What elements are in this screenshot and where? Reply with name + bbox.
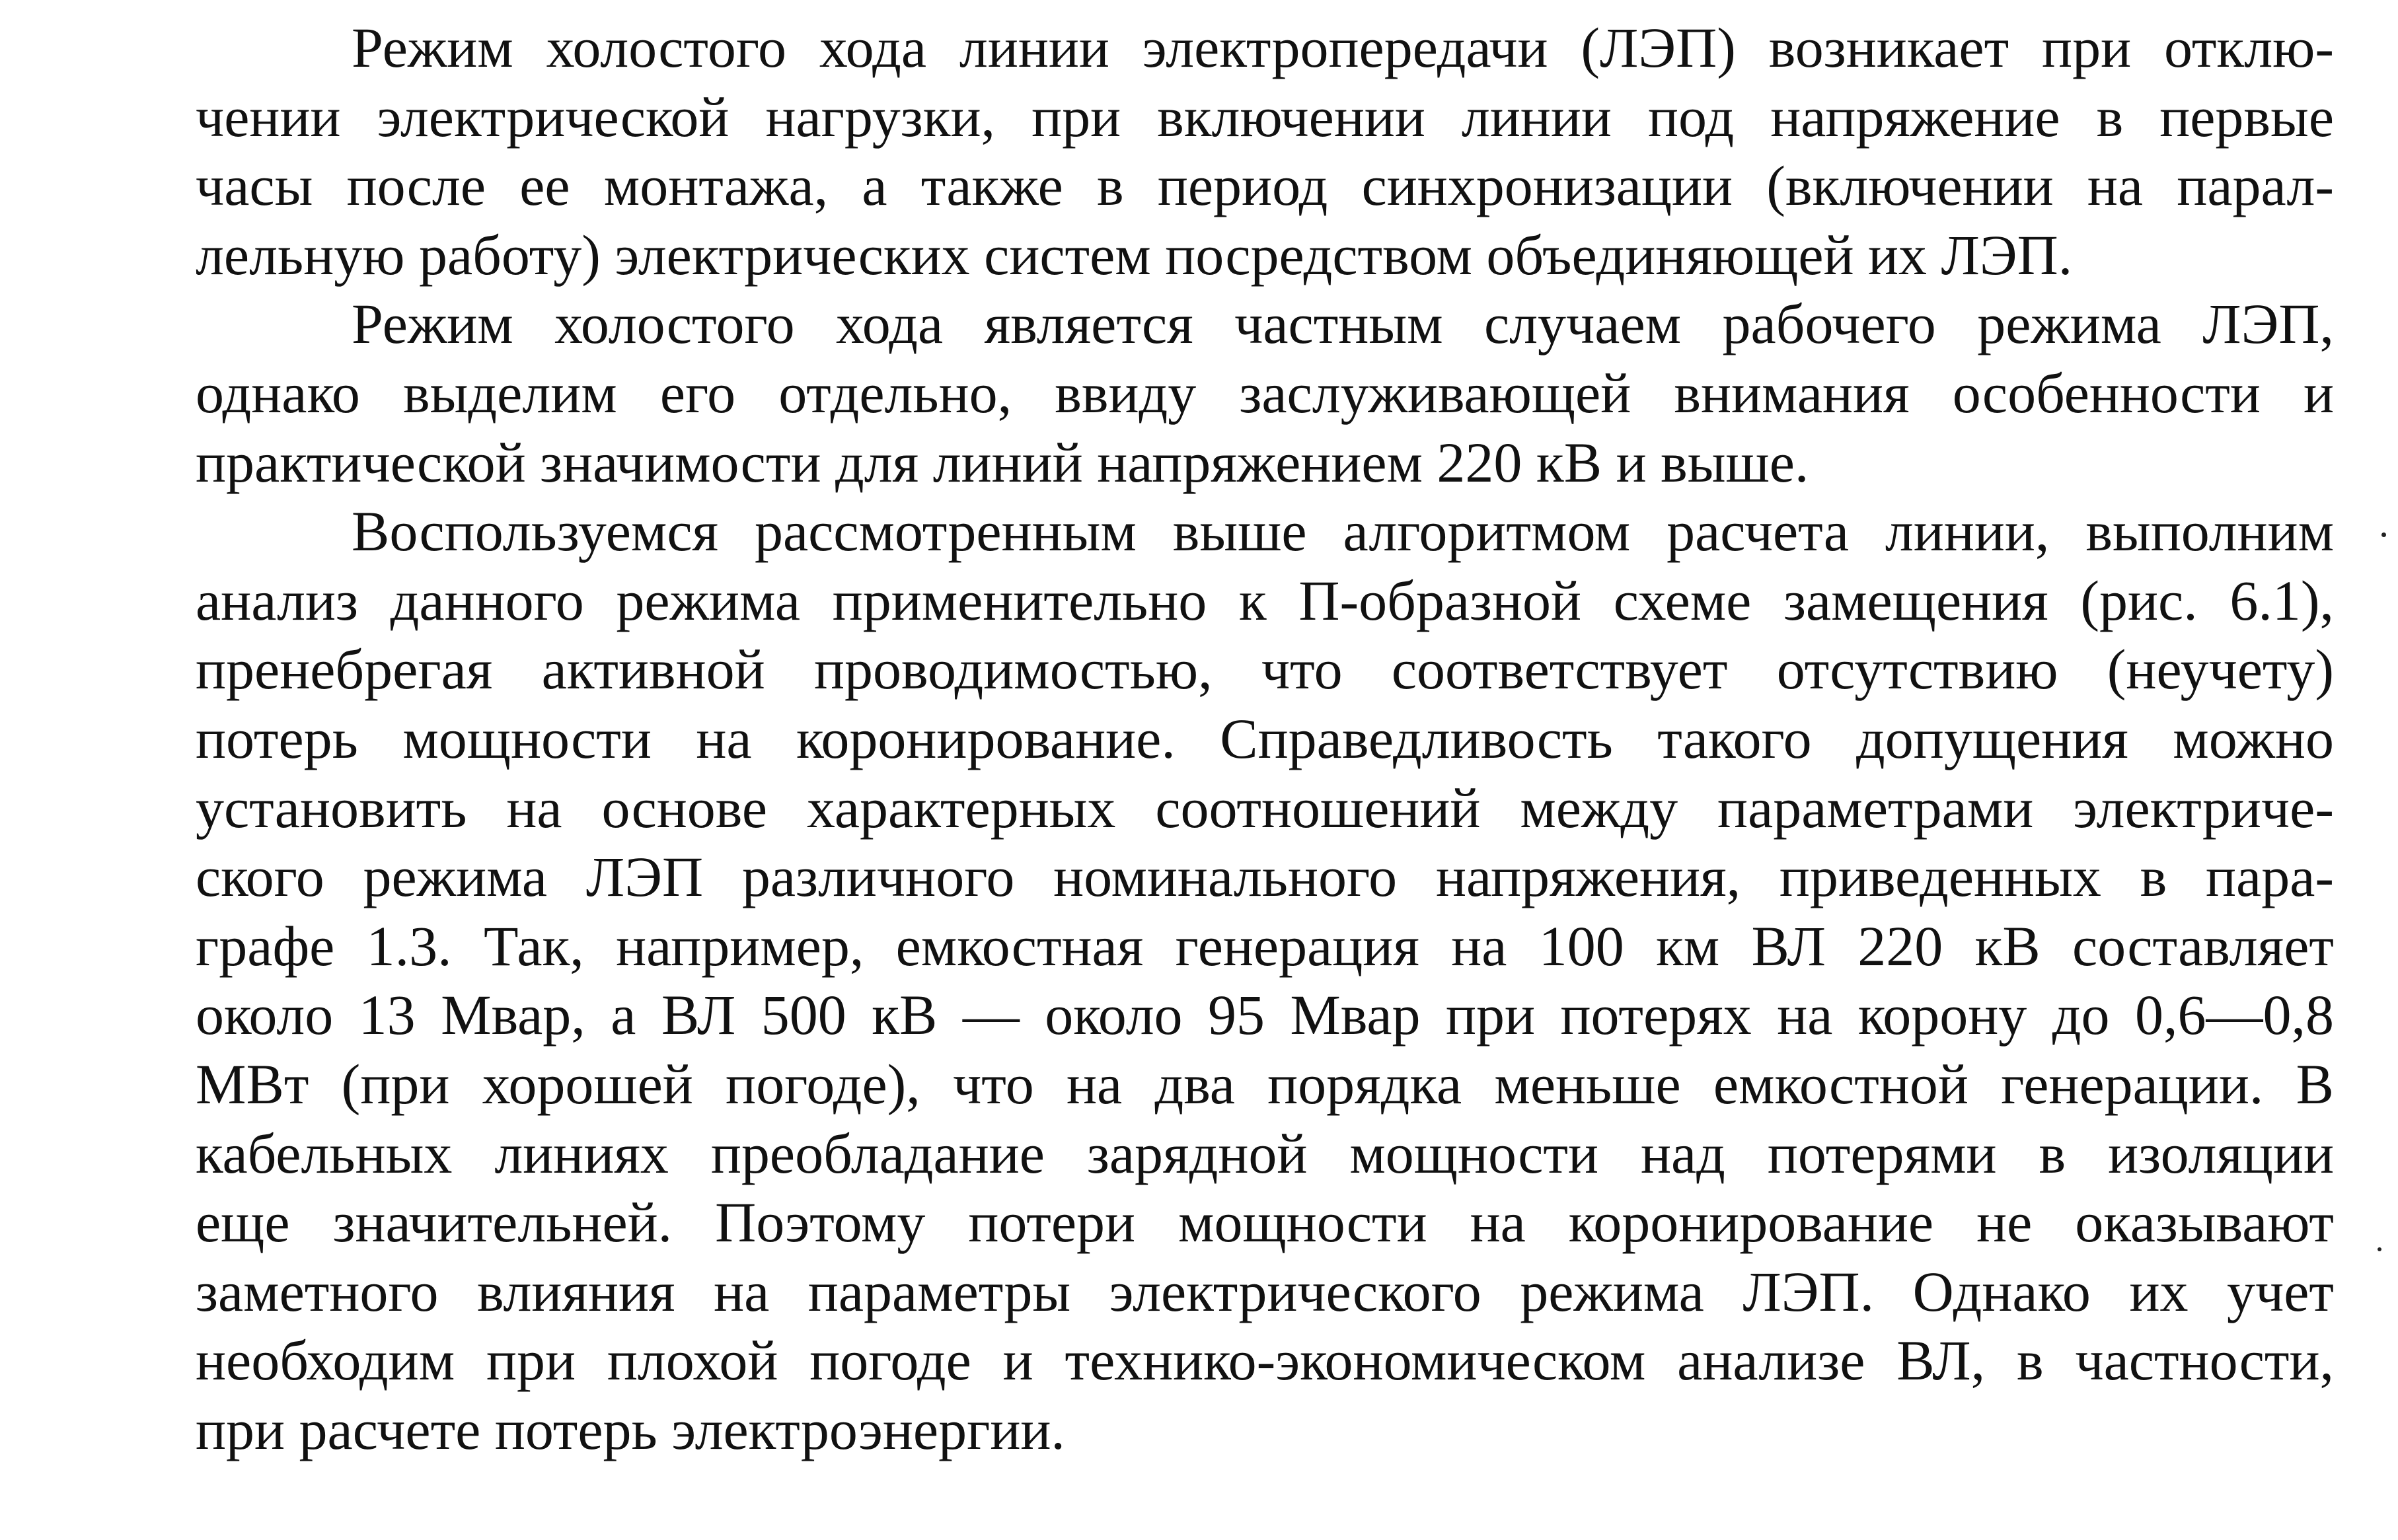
document-page — [196, 13, 2334, 1464]
text-line: однако выделим его отдельно, ввиду заслуживающей внимания особенности и — [196, 361, 2334, 425]
text-line: практической значимости для линий напряжением 220 кВ и выше. — [196, 430, 1809, 494]
text-line: еще значительней. Поэтому потери мощности на коронирование не оказывают — [196, 1191, 2334, 1255]
text-line: ского режима ЛЭП различного номинального напряжения, приведенных в пара- — [196, 845, 2334, 909]
text-line: необходим при плохой погоде и технико-экономическом анализе ВЛ, в частности, — [196, 1329, 2334, 1393]
text-line: пренебрегая активной проводимостью, что соответствует отсутствию (неучету) — [196, 638, 2334, 702]
text-line: около 13 Мвар, а ВЛ 500 кВ — около 95 Мвар при потерях на корону до 0,6—0,8 — [196, 983, 2334, 1047]
text-line: Режим холостого хода линии электропередачи (ЛЭП) возникает при отклю- — [352, 16, 2334, 79]
text-line: чении электрической нагрузки, при включении линии под напряжение в первые — [196, 85, 2334, 149]
text-line: потерь мощности на коронирование. Справедливость такого допущения можно — [196, 706, 2334, 770]
text-line: установить на основе характерных соотношений между параметрами электриче- — [196, 776, 2334, 840]
text-line: МВт (при хорошей погоде), что на два порядка меньше емкостной генерации. В — [196, 1052, 2334, 1116]
paragraph-3 — [196, 497, 2334, 1464]
scan-speck — [2381, 532, 2386, 537]
paragraph-2 — [196, 289, 2334, 497]
text-line: Режим холостого хода является частным случаем рабочего режима ЛЭП, — [352, 292, 2334, 356]
paragraph-1 — [196, 13, 2334, 289]
text-line: графе 1.3. Так, например, емкостная генерация на 100 км ВЛ 220 кВ составляет — [196, 914, 2334, 978]
scan-speck — [2378, 1247, 2381, 1251]
text-line: анализ данного режима применительно к П-образной схеме замещения (рис. 6.1), — [196, 568, 2334, 632]
text-line: при расчете потерь электроэнергии. — [196, 1397, 1065, 1461]
text-line: заметного влияния на параметры электрического режима ЛЭП. Однако их учет — [196, 1259, 2334, 1323]
text-line: часы после ее монтажа, а также в период синхронизации (включении на парал- — [196, 154, 2334, 218]
text-line: кабельных линиях преобладание зарядной мощности над потерями в изоляции — [196, 1121, 2334, 1185]
text-line: Воспользуемся рассмотренным выше алгоритмом расчета линии, выполним — [352, 499, 2334, 564]
text-line: лельную работу) электрических систем посредством объединяющей их ЛЭП. — [196, 223, 2073, 287]
